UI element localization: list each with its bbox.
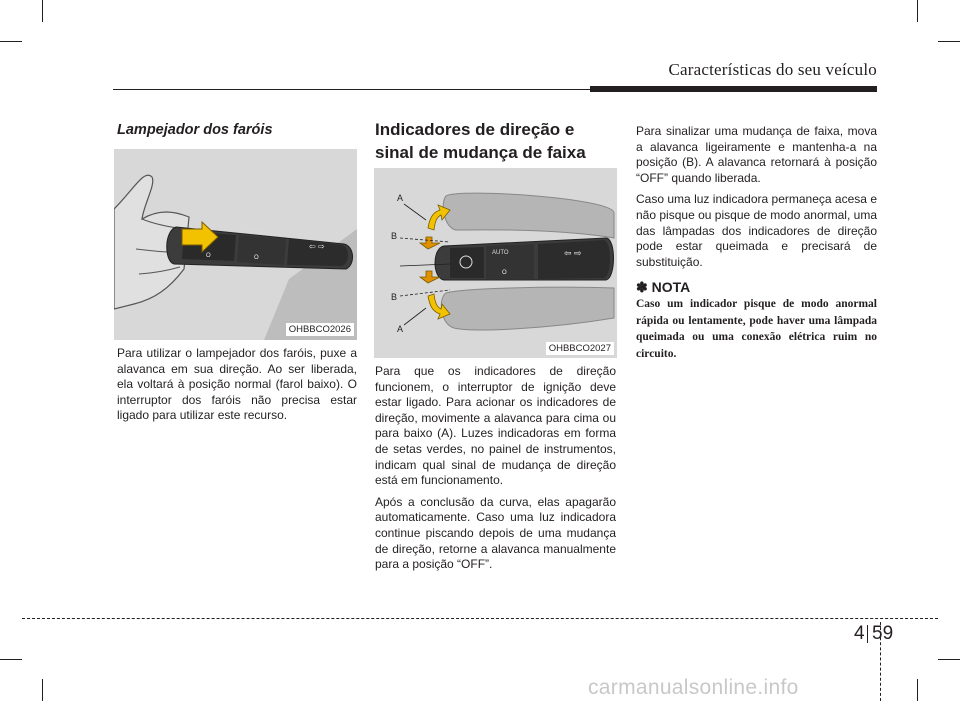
note-title <box>636 279 690 296</box>
paragraph-headlight-flasher <box>117 346 357 430</box>
watermark: carmanualsonline.info <box>588 676 799 699</box>
svg-text:O: O <box>254 255 259 261</box>
paragraph: Caso uma luz indicadora permaneça acesa e não pisque ou pisque de modo anormal, uma das lâmpadas dos indicadores de direção pode estar queimada e precisará de substituição. <box>636 192 877 269</box>
section-title-headlight-flasher: Lampejador dos faróis <box>117 122 273 138</box>
footer-rule <box>22 618 938 619</box>
figure-label-a: A <box>397 324 404 334</box>
paragraph: Após a conclusão da curva, elas apagarão automaticamente. Caso uma luz indicadora continue piscando depois de uma mudança de direção, retorne a alavanca manualmente para a posição “OFF”. <box>375 494 616 572</box>
svg-text:O: O <box>206 253 211 259</box>
turn-signal-illustration <box>374 168 617 358</box>
crop-mark <box>42 679 43 701</box>
paragraph: Para sinalizar uma mudança de faixa, mova a alavanca ligeiramente e mantenha-a na posição (B). A alavanca retornará à posição “OFF” quando liberada. <box>636 124 877 185</box>
figure-label-b: B <box>391 292 398 302</box>
svg-text:⇦ ⇨: ⇦ ⇨ <box>309 242 325 251</box>
page-number: 59 <box>872 623 894 644</box>
crop-mark <box>0 659 22 660</box>
figure-label-b: B <box>391 231 398 241</box>
figure-label-a: A <box>397 193 404 203</box>
crop-mark <box>938 41 960 42</box>
crop-mark <box>938 659 960 660</box>
paragraphs-lane-change <box>636 124 877 276</box>
crop-mark <box>0 41 22 42</box>
crop-mark <box>917 679 918 701</box>
paragraphs-turn-signals <box>375 364 616 579</box>
page-number-separator <box>867 625 868 643</box>
figure-code: OHBBCO2026 <box>286 323 354 336</box>
crop-mark <box>917 0 918 22</box>
note-symbol-icon: ✽ <box>636 279 648 295</box>
headlight-flasher-illustration <box>114 149 357 340</box>
paragraph: Para utilizar o lampejador dos faróis, puxe a alavanca em sua direção. Ao ser liberada, ela voltará à posição normal (farol baixo). O interruptor dos faróis não precisa estar ligado para utilizar este recurso. <box>117 346 357 423</box>
page-header-title: Características do seu veículo <box>668 60 877 79</box>
svg-text:AUTO: AUTO <box>492 250 509 256</box>
svg-text:AUTO: AUTO <box>246 229 263 235</box>
header-rule <box>113 89 590 90</box>
figure-turn-signals <box>374 168 617 358</box>
header-rule-bar <box>590 86 877 92</box>
note-title-label: NOTA <box>651 279 691 295</box>
paragraph: Para que os indicadores de direção funcionem, o interruptor de ignição deve estar ligado. Para acionar os indicadores de direção, movimente a alavanca para cima ou para baixo (A). Luzes indicadoras em forma de setas verdes, no painel de instrumentos, indicam qual sinal de mudança de direção está em funcionamento. <box>375 364 616 488</box>
section-title-turn-signals: Indicadores de direção e sinal de mudança de faixa <box>375 120 586 162</box>
note-text: Caso um indicador pisque de modo anormal rápida ou lentamente, pode haver uma lâmpada queimada ou uma conexão elétrica ruim no circuito. <box>636 298 877 360</box>
svg-text:⇦ ⇨: ⇦ ⇨ <box>564 248 582 258</box>
chapter-number: 4 <box>854 623 865 644</box>
svg-text:O: O <box>502 270 507 276</box>
figure-headlight-flasher <box>114 149 357 340</box>
figure-code: OHBBCO2027 <box>546 342 614 355</box>
crop-mark <box>42 0 43 22</box>
